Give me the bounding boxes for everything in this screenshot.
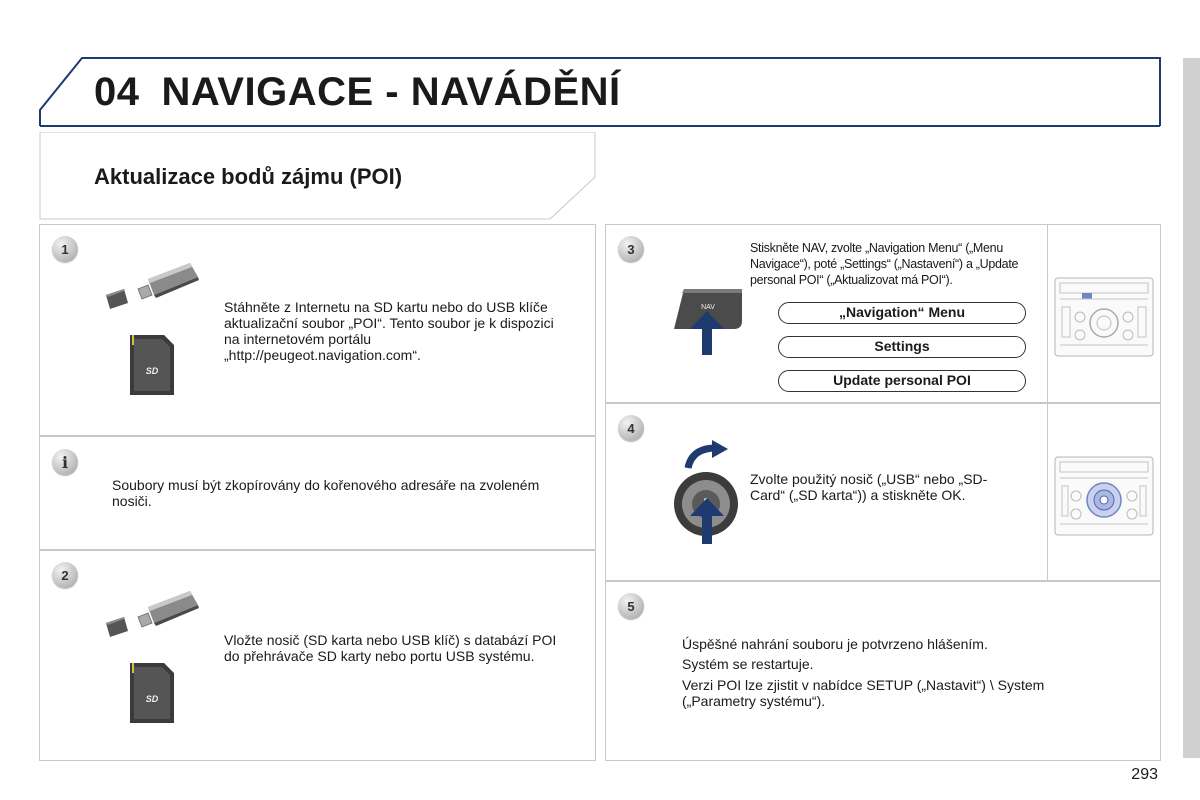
step-5-line-1: Úspěšné nahrání souboru je potvrzeno hlášením.: [682, 636, 988, 652]
step-4-panel: [605, 403, 1161, 581]
step-2-text: Vložte nosič (SD karta nebo USB klíč) s databází POI do přehrávače SD karty nebo portu USB systému.: [224, 632, 557, 664]
arrow-up-icon: [690, 311, 724, 355]
step-3-text: Stiskněte NAV, zvolte „Navigation Menu“ („Menu Navigace“), poté „Settings“ („Nastavení“) a „Update personal POI“ („Aktualizovat má POI“).: [750, 241, 1019, 287]
step-badge: 2: [52, 562, 78, 588]
update-personal-poi-option: Update personal POI: [778, 370, 1026, 392]
divider: [1047, 225, 1048, 403]
arrow-up-icon: [690, 498, 724, 544]
step-badge: 3: [618, 236, 644, 262]
step-3-panel: [605, 224, 1161, 403]
step-badge: 4: [618, 415, 644, 441]
usb-stick-icon: [104, 587, 204, 647]
page-edge-bar: [1183, 58, 1200, 758]
chapter-name: NAVIGACE - NAVÁDĚNÍ: [161, 70, 621, 114]
sd-card-icon: [128, 661, 176, 725]
chapter-number: 04: [94, 70, 140, 114]
radio-panel-icon: [1054, 456, 1154, 536]
step-badge: 5: [618, 593, 644, 619]
step-1-text: Stáhněte z Internetu na SD kartu nebo do USB klíče aktualizační soubor „POI“. Tento soubor je k dispozici na internetovém portálu „http://peugeot.navigation.com“.: [224, 299, 554, 363]
sd-logo-text: SD: [145, 694, 159, 704]
step-badge: 1: [52, 236, 78, 262]
step-4-text: Zvolte použitý nosič („USB“ nebo „SD-Card“ („SD karta“)) a stiskněte OK.: [750, 471, 988, 503]
page-number: 293: [1131, 766, 1158, 783]
step-1-panel: [39, 224, 596, 436]
nav-button-label: NAV: [701, 304, 715, 311]
info-panel: [39, 436, 596, 550]
radio-panel-icon: [1054, 277, 1154, 357]
divider: [1047, 404, 1048, 581]
step-5-line-3: Verzi POI lze zjistit v nabídce SETUP („Nastavit“) \ System („Parametry systému“).: [682, 677, 1045, 709]
step-5-line-2: Systém se restartuje.: [682, 656, 814, 672]
info-icon: i: [52, 449, 78, 475]
chapter-header: [38, 56, 1162, 128]
settings-option: Settings: [778, 336, 1026, 358]
chapter-title: [94, 70, 621, 115]
info-text: Soubory musí být zkopírovány do kořenového adresáře na zvoleném nosiči.: [112, 477, 540, 509]
section-title: Aktualizace bodů zájmu (POI): [94, 164, 403, 189]
sd-card-icon: [128, 333, 176, 397]
usb-stick-icon: [104, 259, 204, 319]
section-title-box: [39, 132, 596, 220]
sd-logo-text: SD: [145, 366, 159, 376]
navigation-menu-option: „Navigation“ Menu: [778, 302, 1026, 324]
rotate-arrow-icon: [684, 440, 730, 470]
step-5-panel: [605, 581, 1161, 761]
step-2-panel: [39, 550, 596, 761]
